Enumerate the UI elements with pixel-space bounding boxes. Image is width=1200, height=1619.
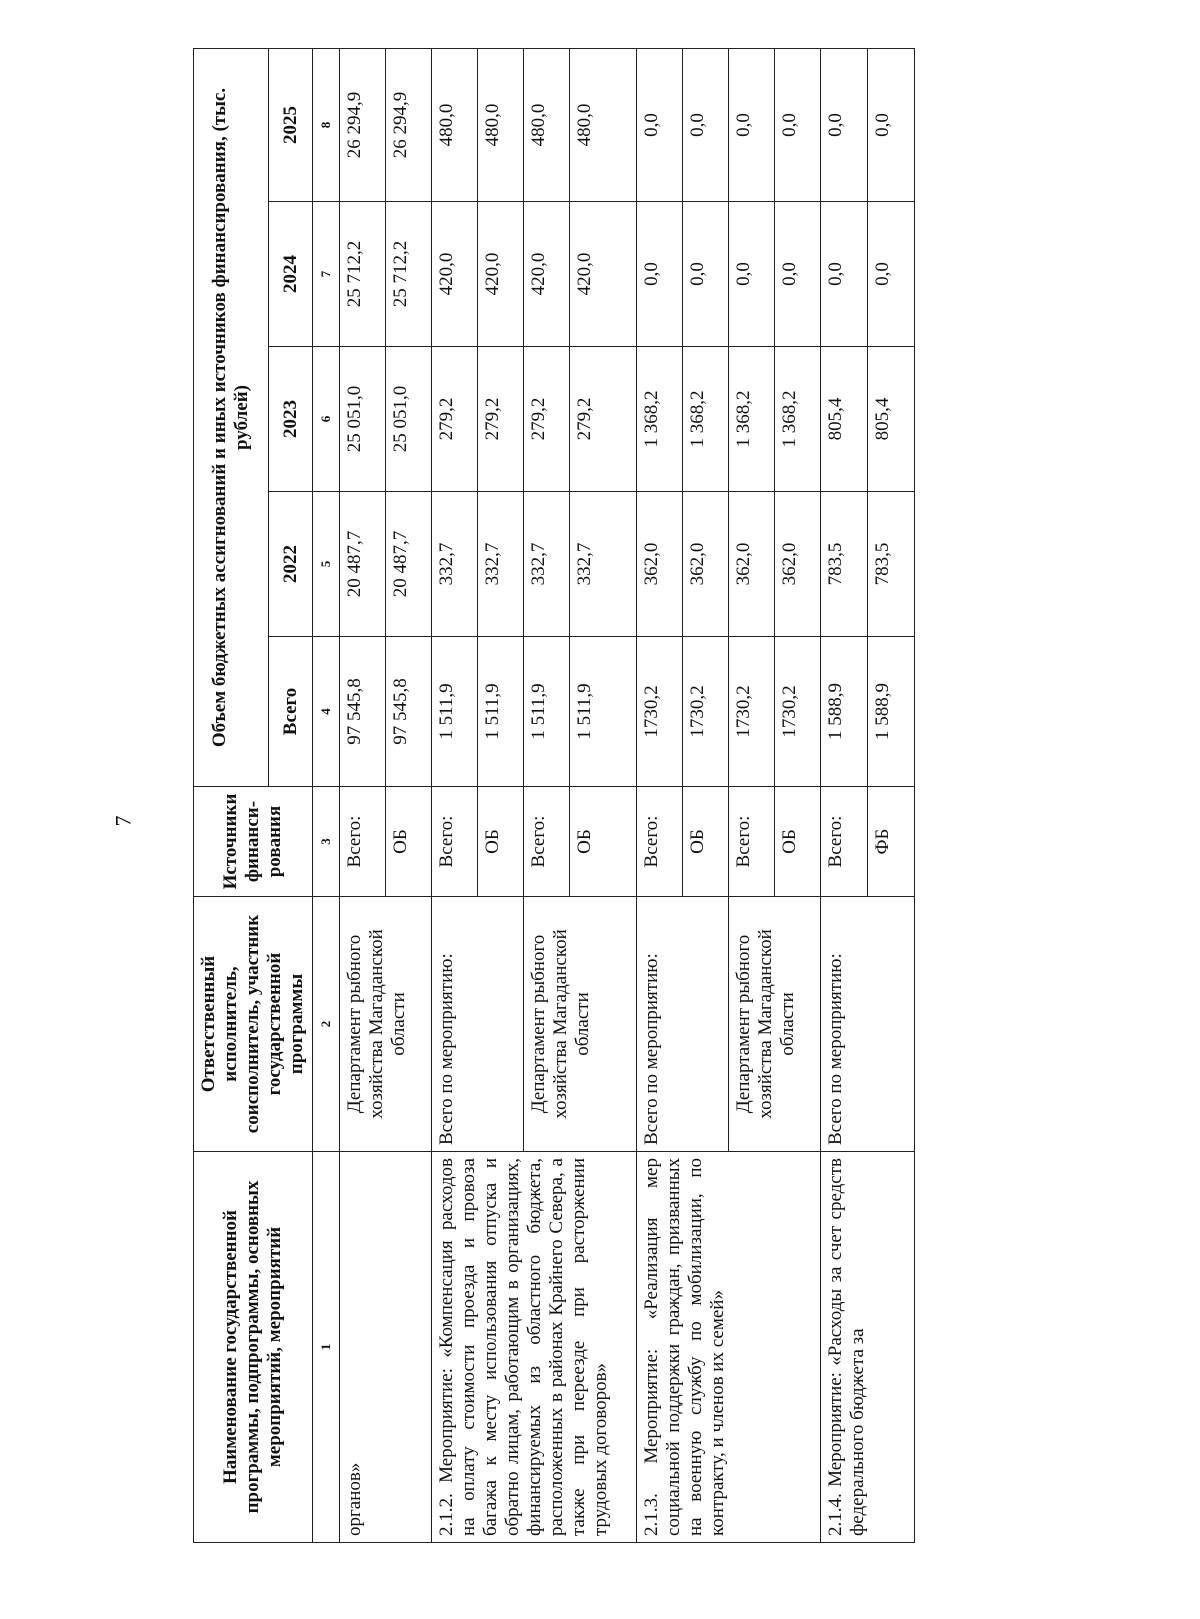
value-cell: 332,7 — [432, 492, 478, 637]
total-label: Всего по мероприятию: — [637, 897, 729, 1152]
header-volume: Объем бюджетных ассигнований и иных источников финансирования, (тыс. рублей) — [194, 48, 269, 786]
value-cell: 420,0 — [478, 202, 524, 347]
value-cell: 97 545,8 — [340, 637, 386, 787]
value-cell: 25 051,0 — [386, 347, 432, 492]
value-cell: 332,7 — [478, 492, 524, 637]
value-cell: 26 294,9 — [386, 48, 432, 201]
value-cell: 97 545,8 — [386, 637, 432, 787]
col-index: 8 — [313, 48, 340, 201]
value-cell: 0,0 — [637, 202, 683, 347]
col-index: 6 — [313, 347, 340, 492]
source-cell: ОБ — [570, 787, 637, 897]
value-cell: 1730,2 — [683, 637, 729, 787]
value-cell: 279,2 — [570, 347, 637, 492]
value-cell: 1 368,2 — [729, 347, 775, 492]
source-cell: ФБ — [868, 787, 915, 897]
value-cell: 783,5 — [821, 492, 868, 637]
executor-cell: Департамент рыбного хозяйства Магаданской области — [340, 897, 432, 1152]
page-number: 7 — [110, 815, 136, 827]
value-cell: 0,0 — [637, 48, 683, 201]
header-name: Наименование государственной программы, подпрограммы, основных мероприятий, мероприятий — [194, 1152, 313, 1543]
value-cell: 1730,2 — [775, 637, 821, 787]
budget-table — [193, 48, 915, 1543]
value-cell: 25 051,0 — [340, 347, 386, 492]
executor-cell: Департамент рыбного хозяйства Магаданской области — [729, 897, 821, 1152]
executor-cell: Департамент рыбного хозяйства Магаданской области — [524, 897, 637, 1152]
value-cell: 362,0 — [683, 492, 729, 637]
value-cell: 805,4 — [821, 347, 868, 492]
source-cell: ОБ — [775, 787, 821, 897]
value-cell: 1 588,9 — [821, 637, 868, 787]
header-sources: Источники финанси-рования — [194, 787, 313, 897]
col-index: 5 — [313, 492, 340, 637]
col-index: 1 — [313, 1152, 340, 1543]
value-cell: 0,0 — [683, 202, 729, 347]
value-cell: 1 511,9 — [524, 637, 570, 787]
value-cell: 0,0 — [868, 202, 915, 347]
value-cell: 362,0 — [637, 492, 683, 637]
total-label: Всего по мероприятию: — [821, 897, 915, 1152]
value-cell: 0,0 — [868, 48, 915, 201]
value-cell: 1 368,2 — [775, 347, 821, 492]
total-label: Всего по мероприятию: — [432, 897, 524, 1152]
value-cell: 20 487,7 — [340, 492, 386, 637]
value-cell: 1730,2 — [637, 637, 683, 787]
value-cell: 0,0 — [683, 48, 729, 201]
value-cell: 1 588,9 — [868, 637, 915, 787]
rotated-table-wrapper — [193, 49, 1033, 1543]
value-cell: 480,0 — [478, 48, 524, 201]
value-cell: 25 712,2 — [386, 202, 432, 347]
column-index-row — [313, 48, 340, 1542]
value-cell: 1 511,9 — [570, 637, 637, 787]
header-year-total: Всего — [269, 637, 313, 787]
source-cell: Всего: — [340, 787, 386, 897]
value-cell: 362,0 — [775, 492, 821, 637]
header-executor: Ответственный исполнитель, соисполнитель, участник государственной программы — [194, 897, 313, 1152]
source-cell: ОБ — [683, 787, 729, 897]
col-index: 2 — [313, 897, 340, 1152]
source-cell: Всего: — [729, 787, 775, 897]
value-cell: 26 294,9 — [340, 48, 386, 201]
value-cell: 279,2 — [478, 347, 524, 492]
value-cell: 420,0 — [432, 202, 478, 347]
header-year-2025: 2025 — [269, 48, 313, 201]
source-cell: Всего: — [821, 787, 868, 897]
activity-name: 2.1.3. Мероприятие: «Реализация мер социальной поддержки граждан, призванных на военную службу по мобилизации, по контракту, и членов их семей» — [637, 1152, 821, 1543]
value-cell: 0,0 — [775, 202, 821, 347]
source-cell: Всего: — [637, 787, 683, 897]
table-row — [637, 48, 683, 1542]
source-cell: Всего: — [432, 787, 478, 897]
col-index: 3 — [313, 787, 340, 897]
value-cell: 1 368,2 — [637, 347, 683, 492]
value-cell: 362,0 — [729, 492, 775, 637]
value-cell: 25 712,2 — [340, 202, 386, 347]
value-cell: 279,2 — [524, 347, 570, 492]
value-cell: 332,7 — [524, 492, 570, 637]
activity-name: 2.1.2. Мероприятие: «Компенсация расходов на оплату стоимости проезда и провоза багажа к месту использования отпуска и обратно лицам, работающим в организациях, финансируемых из областного бюджета, расположенных в районах Крайнего Севера, а также при переезде при расторжении трудовых договоров» — [432, 1152, 637, 1543]
value-cell: 20 487,7 — [386, 492, 432, 637]
activity-name: органов» — [340, 1152, 432, 1543]
value-cell: 420,0 — [524, 202, 570, 347]
source-cell: ОБ — [386, 787, 432, 897]
value-cell: 1 368,2 — [683, 347, 729, 492]
table-row — [432, 48, 478, 1542]
value-cell: 1730,2 — [729, 637, 775, 787]
col-index: 7 — [313, 202, 340, 347]
col-index: 4 — [313, 637, 340, 787]
value-cell: 0,0 — [729, 202, 775, 347]
value-cell: 1 511,9 — [478, 637, 524, 787]
header-year-2024: 2024 — [269, 202, 313, 347]
value-cell: 0,0 — [821, 202, 868, 347]
value-cell: 480,0 — [570, 48, 637, 201]
value-cell: 480,0 — [432, 48, 478, 201]
value-cell: 332,7 — [570, 492, 637, 637]
table-row — [340, 48, 386, 1542]
value-cell: 420,0 — [570, 202, 637, 347]
value-cell: 279,2 — [432, 347, 478, 492]
source-cell: ОБ — [478, 787, 524, 897]
value-cell: 0,0 — [729, 48, 775, 201]
header-year-2022: 2022 — [269, 492, 313, 637]
header-year-2023: 2023 — [269, 347, 313, 492]
table-row — [821, 48, 868, 1542]
value-cell: 1 511,9 — [432, 637, 478, 787]
activity-name: 2.1.4. Мероприятие: «Расходы за счет средств федерального бюджета за — [821, 1152, 915, 1543]
value-cell: 0,0 — [775, 48, 821, 201]
value-cell: 783,5 — [868, 492, 915, 637]
source-cell: Всего: — [524, 787, 570, 897]
value-cell: 0,0 — [821, 48, 868, 201]
value-cell: 480,0 — [524, 48, 570, 201]
value-cell: 805,4 — [868, 347, 915, 492]
